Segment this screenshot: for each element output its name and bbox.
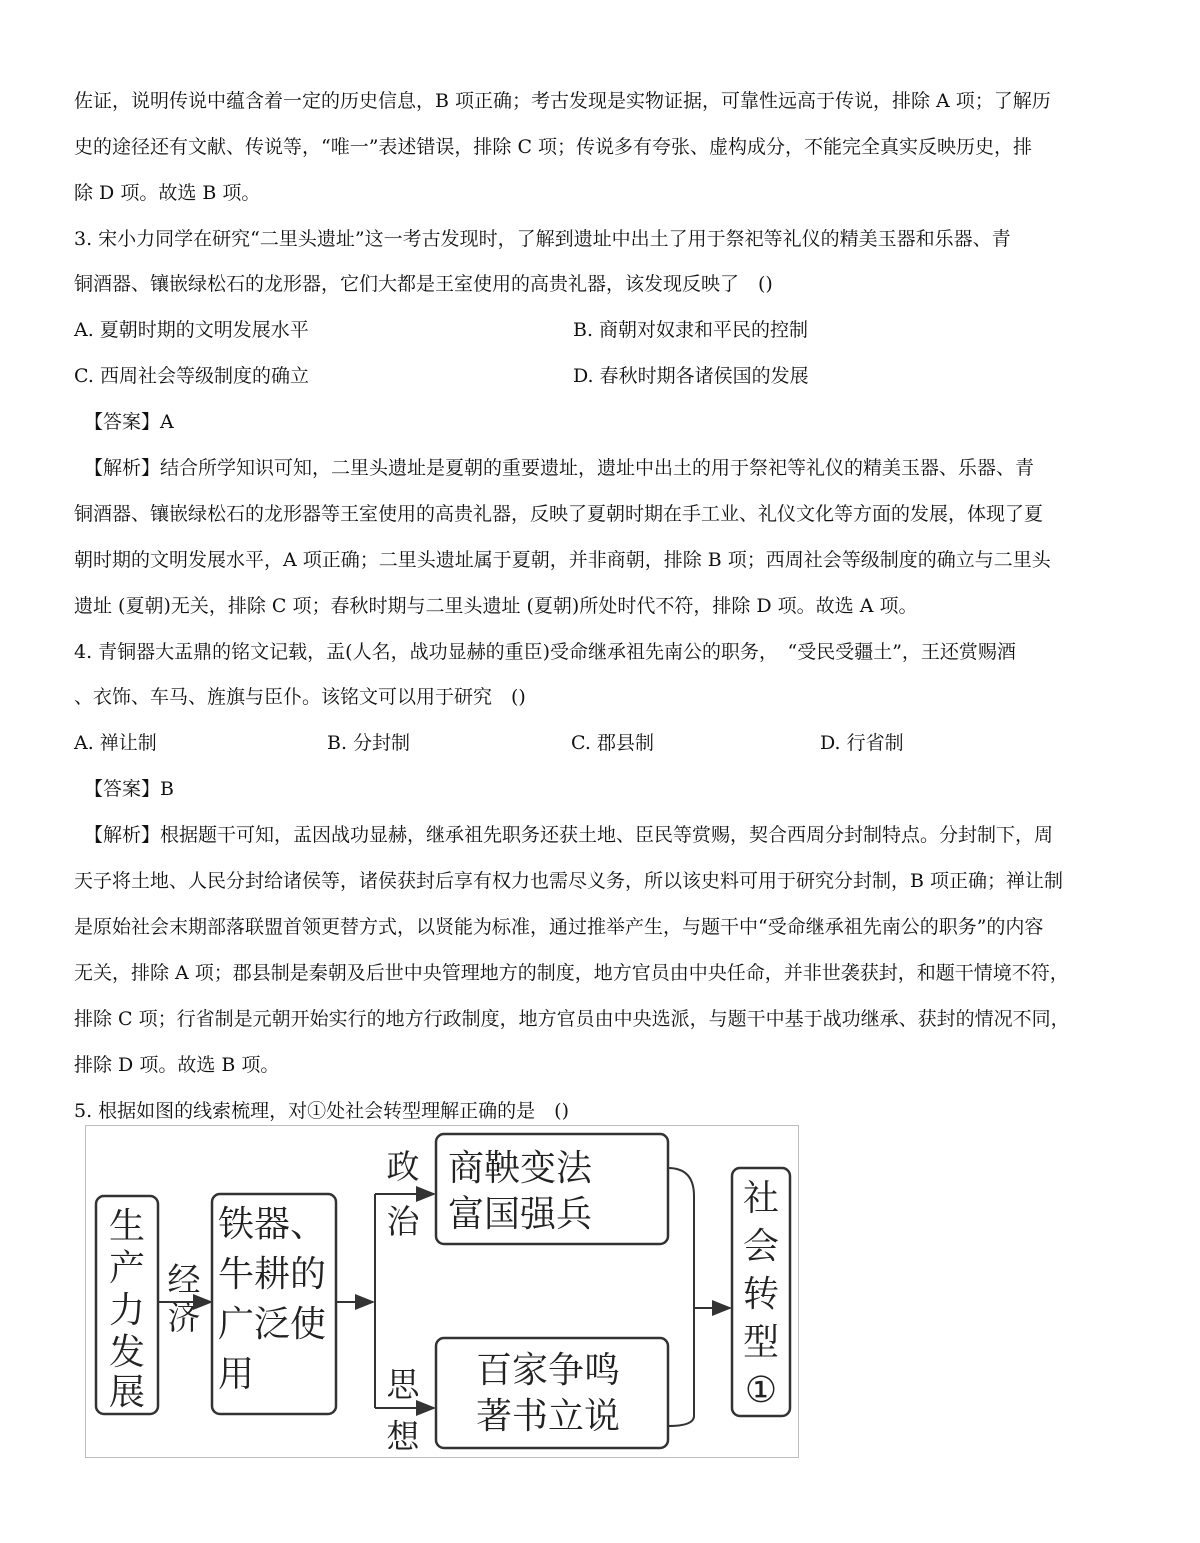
box-right-char: 转 xyxy=(742,1274,780,1315)
flow-diagram xyxy=(85,1125,799,1458)
q3-analysis: 朝时期的文明发展水平，A 项正确；二里头遗址属于夏朝，并非商朝，排除 B 项；西周社会等级制度的确立与二里头 xyxy=(74,549,1051,571)
box2-line: 牛耕的 xyxy=(218,1254,327,1295)
box1-char: 力 xyxy=(108,1290,146,1331)
bottom-box-line: 百家争鸣 xyxy=(476,1350,621,1391)
q4-analysis: 排除 C 项；行省制是元朝开始实行的地方行政制度，地方官员由中央选派，与题干中基于战功继承、获封的情况不同， xyxy=(74,1008,1070,1030)
merge-line xyxy=(668,1168,694,1426)
q3-option-b: B. 商朝对奴隶和平民的控制 xyxy=(573,319,809,341)
box1-char: 生 xyxy=(108,1206,146,1247)
box1-char: 展 xyxy=(108,1372,146,1413)
text-line: 史的途径还有文献、传说等，“唯一”表述错误，排除 C 项；传说多有夸张、虚构成分，不能完全真实反映历史，排 xyxy=(74,136,1033,158)
bottom-box-line: 著书立说 xyxy=(476,1396,621,1437)
economy-label: 济 xyxy=(167,1298,201,1337)
box2-line: 广泛使 xyxy=(218,1304,327,1345)
q3-option-d: D. 春秋时期各诸侯国的发展 xyxy=(573,365,809,387)
politics-label: 政 xyxy=(386,1147,420,1186)
question-4-stem: 、衣饰、车马、旌旗与臣仆。该铭文可以用于研究 () xyxy=(74,686,526,708)
question-4-stem: 4. 青铜器大盂鼎的铭文记载，盂(人名，战功显赫的重臣)受命继承祖先南公的职务， “受民受疆土”，王还赏赐酒 xyxy=(74,641,1016,663)
top-box-line: 富国强兵 xyxy=(448,1194,593,1235)
text-line: 除 D 项。故选 B 项。 xyxy=(74,182,261,204)
q3-answer: 【答案】A xyxy=(84,411,174,433)
q4-option-d: D. 行省制 xyxy=(820,732,904,754)
thought-label: 想 xyxy=(386,1417,420,1456)
q4-analysis: 排除 D 项。故选 B 项。 xyxy=(74,1054,280,1076)
q4-answer: 【答案】B xyxy=(84,778,174,800)
box1-char: 产 xyxy=(108,1248,146,1289)
q3-analysis: 铜酒器、镶嵌绿松石的龙形器等王室使用的高贵礼器，反映了夏朝时期在手工业、礼仪文化等方面的发展，体现了夏 xyxy=(74,503,1044,525)
q3-analysis: 遗址 (夏朝)无关，排除 C 项；春秋时期与二里头遗址 (夏朝)所处时代不符，排除 D 项。故选 A 项。 xyxy=(74,595,918,617)
box-right-char: 会 xyxy=(742,1226,780,1267)
box-right-char: 型 xyxy=(742,1322,780,1363)
q3-option-c: C. 西周社会等级制度的确立 xyxy=(74,365,309,387)
q4-option-b: B. 分封制 xyxy=(327,732,411,754)
q4-analysis: 天子将土地、人民分封给诸侯等，诸侯获封后享有权力也需尽义务，所以该史料可用于研究分封制，B 项正确；禅让制 xyxy=(74,870,1064,892)
text-line: 佐证，说明传说中蕴含着一定的历史信息，B 项正确；考古发现是实物证据，可靠性远高于传说，排除 A 项；了解历 xyxy=(74,90,1051,112)
economy-label: 经 xyxy=(167,1260,201,1299)
question-3-stem: 铜酒器、镶嵌绿松石的龙形器，它们大都是王室使用的高贵礼器，该发现反映了 () xyxy=(74,273,773,295)
q3-option-a: A. 夏朝时期的文明发展水平 xyxy=(74,319,309,341)
q4-option-c: C. 郡县制 xyxy=(571,732,654,754)
q4-analysis: 【解析】根据题干可知，盂因战功显赫，继承祖先职务还获土地、臣民等赏赐，契合西周分封制特点。分封制下，周 xyxy=(84,824,1054,846)
q4-analysis: 无关，排除 A 项；郡县制是秦朝及后世中央管理地方的制度，地方官员由中央任命，并非世袭获封，和题干情境不符， xyxy=(74,962,1069,984)
box2-line: 铁器、 xyxy=(218,1204,327,1245)
box2-line: 用 xyxy=(218,1354,255,1395)
politics-label: 治 xyxy=(386,1202,420,1241)
question-3-stem: 3. 宋小力同学在研究“二里头遗址”这一考古发现时，了解到遗址中出土了用于祭祀等礼仪的精美玉器和乐器、青 xyxy=(74,228,1011,250)
q4-option-a: A. 禅让制 xyxy=(74,732,157,754)
question-5-stem: 5. 根据如图的线索梳理，对①处社会转型理解正确的是 () xyxy=(74,1100,569,1122)
thought-label: 思 xyxy=(386,1365,420,1404)
q3-analysis: 【解析】结合所学知识可知，二里头遗址是夏朝的重要遗址，遗址中出土的用于祭祀等礼仪的精美玉器、乐器、青 xyxy=(84,457,1035,479)
q4-analysis: 是原始社会末期部落联盟首领更替方式，以贤能为标准，通过推举产生，与题干中“受命继承祖先南公的职务”的内容 xyxy=(74,916,1044,938)
circled-one: ① xyxy=(744,1370,778,1411)
box1-char: 发 xyxy=(108,1332,146,1373)
box-right-char: 社 xyxy=(742,1178,780,1219)
top-box-line: 商鞅变法 xyxy=(448,1148,593,1189)
